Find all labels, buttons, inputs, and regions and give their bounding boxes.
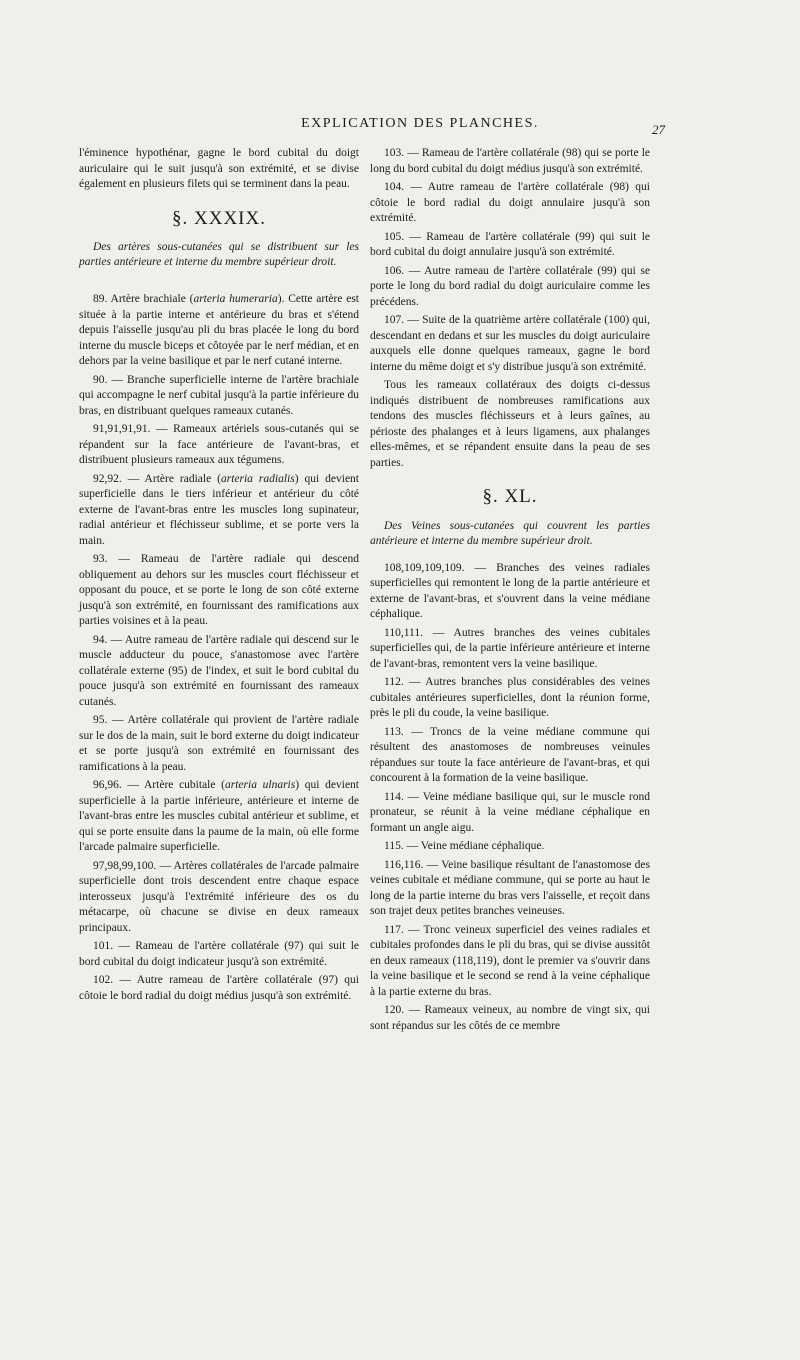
entry-107: 107. — Suite de la quatrième artère collatérale (100) qui, descendant en dedans et sur les muscles du doigt auriculaire auxquels elle donne quelques rameaux, gagne le bord interne du même doigt et s'y distribue jusqu'à son extrémité. (370, 314, 650, 373)
entry-110: 110,111. — Autres branches des veines cubitales superficielles qui, de la partie inférieure antérieure et interne de l'avant-bras, remontent vers la veine basilique. (370, 626, 650, 670)
entry-116: 116,116. — Veine basilique résultant de l'anastomose des veines cubitale et médiane commune, qui se porte au haut le long de la partie interne du bras vers l'aisselle, et reçoit dans son trajet deux petites branches veineuses. (370, 858, 650, 917)
running-title: EXPLICATION DES PLANCHES. (301, 116, 539, 131)
summary-paragraph: Tous les rameaux collatéraux des doigts ci-dessus indiqués distribuent de nombreuses ramifications aux tendons des muscles fléchisseurs et à leurs gaînes, au périoste des phalanges et à leurs ligamens, aux phalanges elles-mêmes, et se répandent ensuite dans la peau de ses parties. (370, 379, 650, 469)
section-subtitle-xl: Des Veines sous-cutanées qui couvrent les parties antérieure et interne du membre supérieur droit. (370, 519, 650, 547)
entry-90: 90. — Branche superficielle interne de l'artère brachiale qui accompagne le nerf cubital jusqu'à la partie inférieure du bras, en distribuant quelques rameaux cutanés. (79, 373, 359, 417)
entry-89: 89. Artère brachiale (arteria humeraria). Cette artère est située à la partie interne et antérieure du bras et s'étend depuis l'aisselle jusqu'au pli du bras placée le long du bord interne du muscle biceps et côtoyée par le nerf médian, et en dehors par la veine basilique et par le nerf cutané interne. (79, 293, 360, 367)
entry-94: 94. — Autre rameau de l'artère radiale qui descend sur le muscle adducteur du pouce, s'anastomose avec l'artère collatérale externe (95) de l'index, et suit le bord cubital du pouce jusqu'à son extrémité en fournissant des rameaux cutanés. (79, 633, 359, 708)
entry-92: 92,92. — Artère radiale (arteria radialis) qui devient superficielle dans le tiers inférieur et antérieur du côté externe de l'avant-bras entre les muscles long supinateur, radial antérieur et fléchisseur sublime, et se porte vers la main. (79, 472, 359, 547)
section-title-xl: §. XL. (482, 486, 538, 507)
entry-115: 115. — Veine médiane céphalique. (384, 840, 545, 852)
entry-105: 105. — Rameau de l'artère collatérale (99) qui suit le bord cubital du doigt annulaire jusqu'à son extrémité. (370, 230, 650, 258)
entry-117: 117. — Tronc veineux superficiel des veines radiales et cubitales profondes dans le pli du bras, qui se divise aussitôt en deux rameaux (118,119), dont le premier va s'ouvrir dans la veine basilique et le second se rend à la veine céphalique à la partie externe du bras. (370, 923, 650, 998)
entry-112: 112. — Autres branches plus considérables des veines cubitales antérieures superficielles, dont la réunion forme, près le pli du coude, la veine basilique. (370, 676, 650, 719)
section-subtitle-xxxix: Des artères sous-cutanées qui se distribuent sur les parties antérieure et interne du membre supérieur droit. (79, 241, 359, 268)
entry-108: 108,109,109,109. — Branches des veines radiales superficielles qui remontent le long de la partie antérieure et externe de l'avant-bras, et s'ouvrent dans la veine médiane céphalique. (370, 561, 650, 620)
page-number: 27 (652, 122, 665, 137)
entry-106: 106. — Autre rameau de l'artère collatérale (99) qui se porte le long du bord radial du doigt auriculaire comme les précédens. (370, 264, 650, 308)
entry-120: 120. — Rameaux veineux, au nombre de vingt six, qui sont répandus sur les côtés de ce membre (370, 1004, 650, 1032)
entry-93: 93. — Rameau de l'artère radiale qui descend obliquement au dehors sur les muscles court fléchisseur et opposant du pouce, et se porte le long de son côté externe jusqu'à son extrémité, en fournissant des ramifications aux parties voisines et à la peau. (79, 553, 359, 627)
entry-97: 97,98,99,100. — Artères collatérales de l'arcade palmaire superficielle dont trois descendent entre chaque espace interosseux jusqu'à l'extrémité inférieure des os du métacarpe, où chacune se divise en deux rameaux principaux. (79, 859, 359, 934)
entry-103: 103. — Rameau de l'artère collatérale (98) qui se porte le long du bord cubital du doigt médius jusqu'à son extrémité. (370, 147, 650, 175)
left-column (79, 146, 359, 1007)
entry-104: 104. — Autre rameau de l'artère collatérale (98) qui côtoie le bord radial du doigt annulaire jusqu'à son extrémité. (370, 181, 650, 224)
section-title-xxxix: §. XXXIX. (172, 207, 266, 229)
entry-113: 113. — Troncs de la veine médiane commune qui résultent des anastomoses de nombreuses veinules répandues sur toute la face antérieure de l'avant-bras, et qui concourent à la formation de la veine basilique. (370, 725, 650, 784)
entry-95: 95. — Artère collatérale qui provient de l'artère radiale sur le dos de la main, suit le bord externe du doigt indicateur et se porte jusqu'à son extrémité en fournissant des ramifications à la peau. (79, 714, 359, 773)
entry-114: 114. — Veine médiane basilique qui, sur le muscle rond pronateur, se réunit à la veine médiane céphalique en formant un angle aigu. (370, 790, 650, 834)
entry-91: 91,91,91,91. — Rameaux artériels sous-cutanés qui se répandent sur la face antérieure de l'avant-bras, et distribuent plusieurs rameaux aux tégumens. (79, 423, 359, 466)
entry-102: 102. — Autre rameau de l'artère collatérale (97) qui côtoie le bord radial du doigt médius jusqu'à son extrémité. (79, 974, 359, 1002)
entry-96: 96,96. — Artère cubitale (arteria ulnaris) qui devient superficielle à la partie inférieure, antérieure et interne de l'avant-bras entre les muscles cubital antérieur et sublime, et qui se porte ensuite dans la paume de la main, où elle forme l'arcade palmaire superficielle. (79, 779, 359, 853)
continuation-paragraph: l'éminence hypothénar, gagne le bord cubital du doigt auriculaire qui le suit jusqu'à son extrémité, et se divise également en plusieurs filets qui se terminent dans la peau. (79, 147, 359, 190)
right-column (370, 146, 650, 1037)
entry-101: 101. — Rameau de l'artère collatérale (97) qui suit le bord cubital du doigt indicateur jusqu'à son extrémité. (79, 940, 359, 968)
